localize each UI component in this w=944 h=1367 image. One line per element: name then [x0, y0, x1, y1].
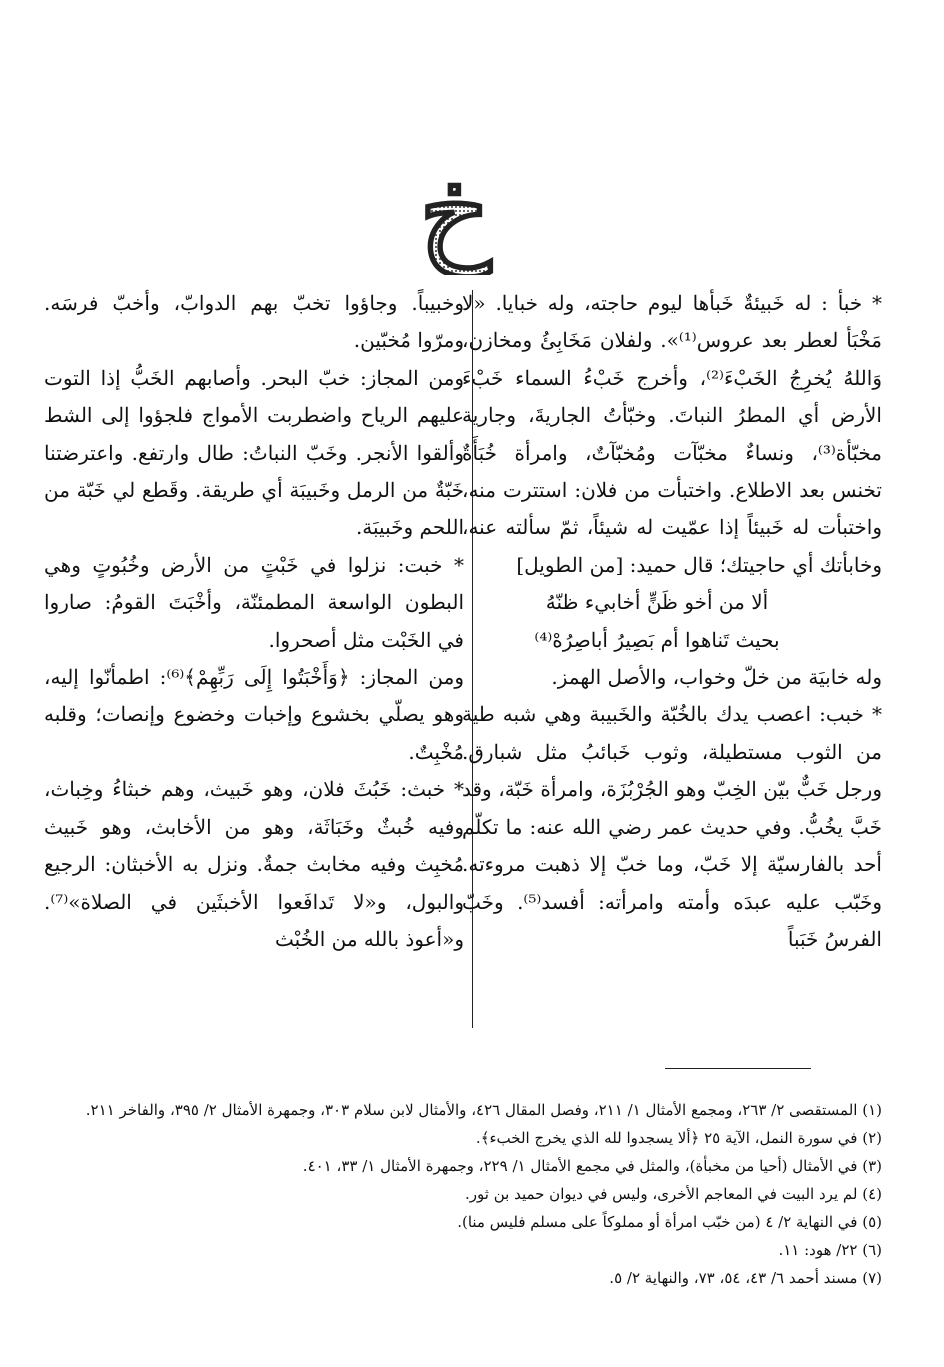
- verse-line-2: بحيث تَناهوا أم بَصِيرُ أباصِرُهْ⁽⁴⁾: [534, 627, 780, 652]
- entry-khabab: * خبب: اعصب يدك بالخُبّة والخَبيبة وهي شبه طية من الثوب مستطيلة، وثوب خَبائبُ مثل شبارق. ورجل خَبٌّ بيّن الخِبّ وهو الجُرْبُزَة، وامرأة خَبّة، وقد خَبَّ يخُبُّ. وفي حديث عمر رضي الله عنه: ما تكلّم أحد بالفارسيّة إلا خَبّ، وما خبّ إلا ذهبت مروءته. وخَبّب عليه عبدَه وأمته وامرأته: أفسد⁽⁵⁾. وخَبّ الفرسُ خَبَباً: [462, 702, 882, 951]
- footnote-4: (٤) لم يرد البيت في المعاجم الأخرى، وليس في ديوان حميد بن ثور.: [465, 1185, 882, 1203]
- header-letter: خ: [419, 147, 491, 275]
- left-column: [44, 285, 464, 958]
- footnote-2: (٢) في سورة النمل، الآية ٢٥ ﴿ألا يسجدوا لله الذي يخرج الخبء﴾.: [475, 1129, 882, 1147]
- entry-khaba: * خبأ : له خَبيئةٌ خَبأها ليوم حاجته، وله خبايا. «لا مَخْبَأ لعطر بعد عروس⁽¹⁾». ولفلان مَخَابِئُ ومخازن، وَاللهُ يُخرِجُ الخَبْءَ⁽²⁾، وأخرج خَبْءُ السماء خَبْءَ الأرض أي المطرُ النباتَ. وخبّأتُ الجاريةَ، وجارية مخبّأة⁽³⁾، ونساءٌ مخبّآت ومُخبّآتٌ، وامرأة خُبَأَةٌ تخنس بعد الاطلاع. واختبأت من فلان: استترت منه، واختبأت له خَبيئاً إذا عمّيت له شيئاً، ثمّ سألته عنه، وخابأتك أي حاجيتك؛ قال حميد: [من الطويل]: [462, 291, 882, 577]
- entry-khabab-majaz: ومن المجاز: خبّ البحر. وأصابهم الخَبُّ إذا التوت عليهم الرياح واضطربت الأمواج فلجؤوا إلى الشط وألقوا الأنجر. وخَبّ النباتُ: طال وارتفع. واعترضتنا خَبّةٌ من الرمل وخَبيبَة أي طريقة. وقَطع لي خَبّة من اللحم وخَبيبَة.: [44, 365, 464, 540]
- entry-khabath: * خبث: خَبُثَ فلان، وهو خَبيث، وهم خبثاءُ وخِباث، وفيه خُبثٌ وخَبَاثَة، وهو من الأخابث، وهو خَبيث مُخبِث وفيه مخابث جمةٌ. ونزل به الأخبثان: الرجيع والبول، و«لا تَدافَعوا الأخبثَين في الصلاة»⁽⁷⁾. و«أعوذ بالله من الخُبْث: [44, 777, 464, 951]
- footnote-1: (١) المستقصى ٢/ ٢٦٣، ومجمع الأمثال ١/ ٢١١، وفصل المقال ٤٢٦، والأمثال لابن سلام ٣٠٣، وجمهرة الأمثال ٢/ ٣٩٥، والفاخر ٢١١.: [85, 1101, 882, 1119]
- verse-line-1: ألا من أخو ظَنٍّ أخابيء ظنّهُ: [545, 590, 769, 615]
- entry-khabat-majaz: ومن المجاز: ﴿وَأَخْبَتُوا إِلَى رَبِّهِمْ﴾⁽⁶⁾: اطمأنّوا إليه، وهو يصلّي بخشوع وإخبات وخضوع وإنصات؛ وقلبه مُخْبِتٌ.: [44, 665, 464, 764]
- entry-khabat: * خبت: نزلوا في خَبْتٍ من الأرض وخُبُوتٍ وهي البطون الواسعة المطمئنّة، وأخْبَتَ القومُ: صاروا في الخَبْت مثل أصحروا.: [44, 552, 464, 652]
- chapter-letter-ornament: [410, 145, 500, 275]
- entry-khabab-cont: وخبيباً. وجاؤوا تخبّ بهم الدوابّ، وأخبّ فرسَه. ومرّوا مُخبّين.: [44, 291, 464, 353]
- entry-khaba-note: وله خابيَة من خلّ وخواب، والأصل الهمز.: [551, 665, 882, 690]
- right-column: [462, 285, 882, 958]
- footnote-3: (٣) في الأمثال (أحيا من مخبأة)، والمثل في مجمع الأمثال ١/ ٢٢٩، وجمهرة الأمثال ١/ ٣٣، ٤٠١.: [302, 1157, 882, 1175]
- footnote-7: (٧) مسند أحمد ٦/ ٤٣، ٥٤، ٧٣، والنهاية ٢/ ٥.: [609, 1269, 882, 1287]
- footnotes: [42, 1096, 882, 1292]
- footnote-5: (٥) في النهاية ٢/ ٤ (من خبّب امرأة أو مملوكاً على مسلم فليس منا).: [457, 1213, 882, 1231]
- footnote-6: (٦) ٢٢/ هود: ١١.: [778, 1241, 882, 1259]
- footnote-rule: [665, 1068, 811, 1069]
